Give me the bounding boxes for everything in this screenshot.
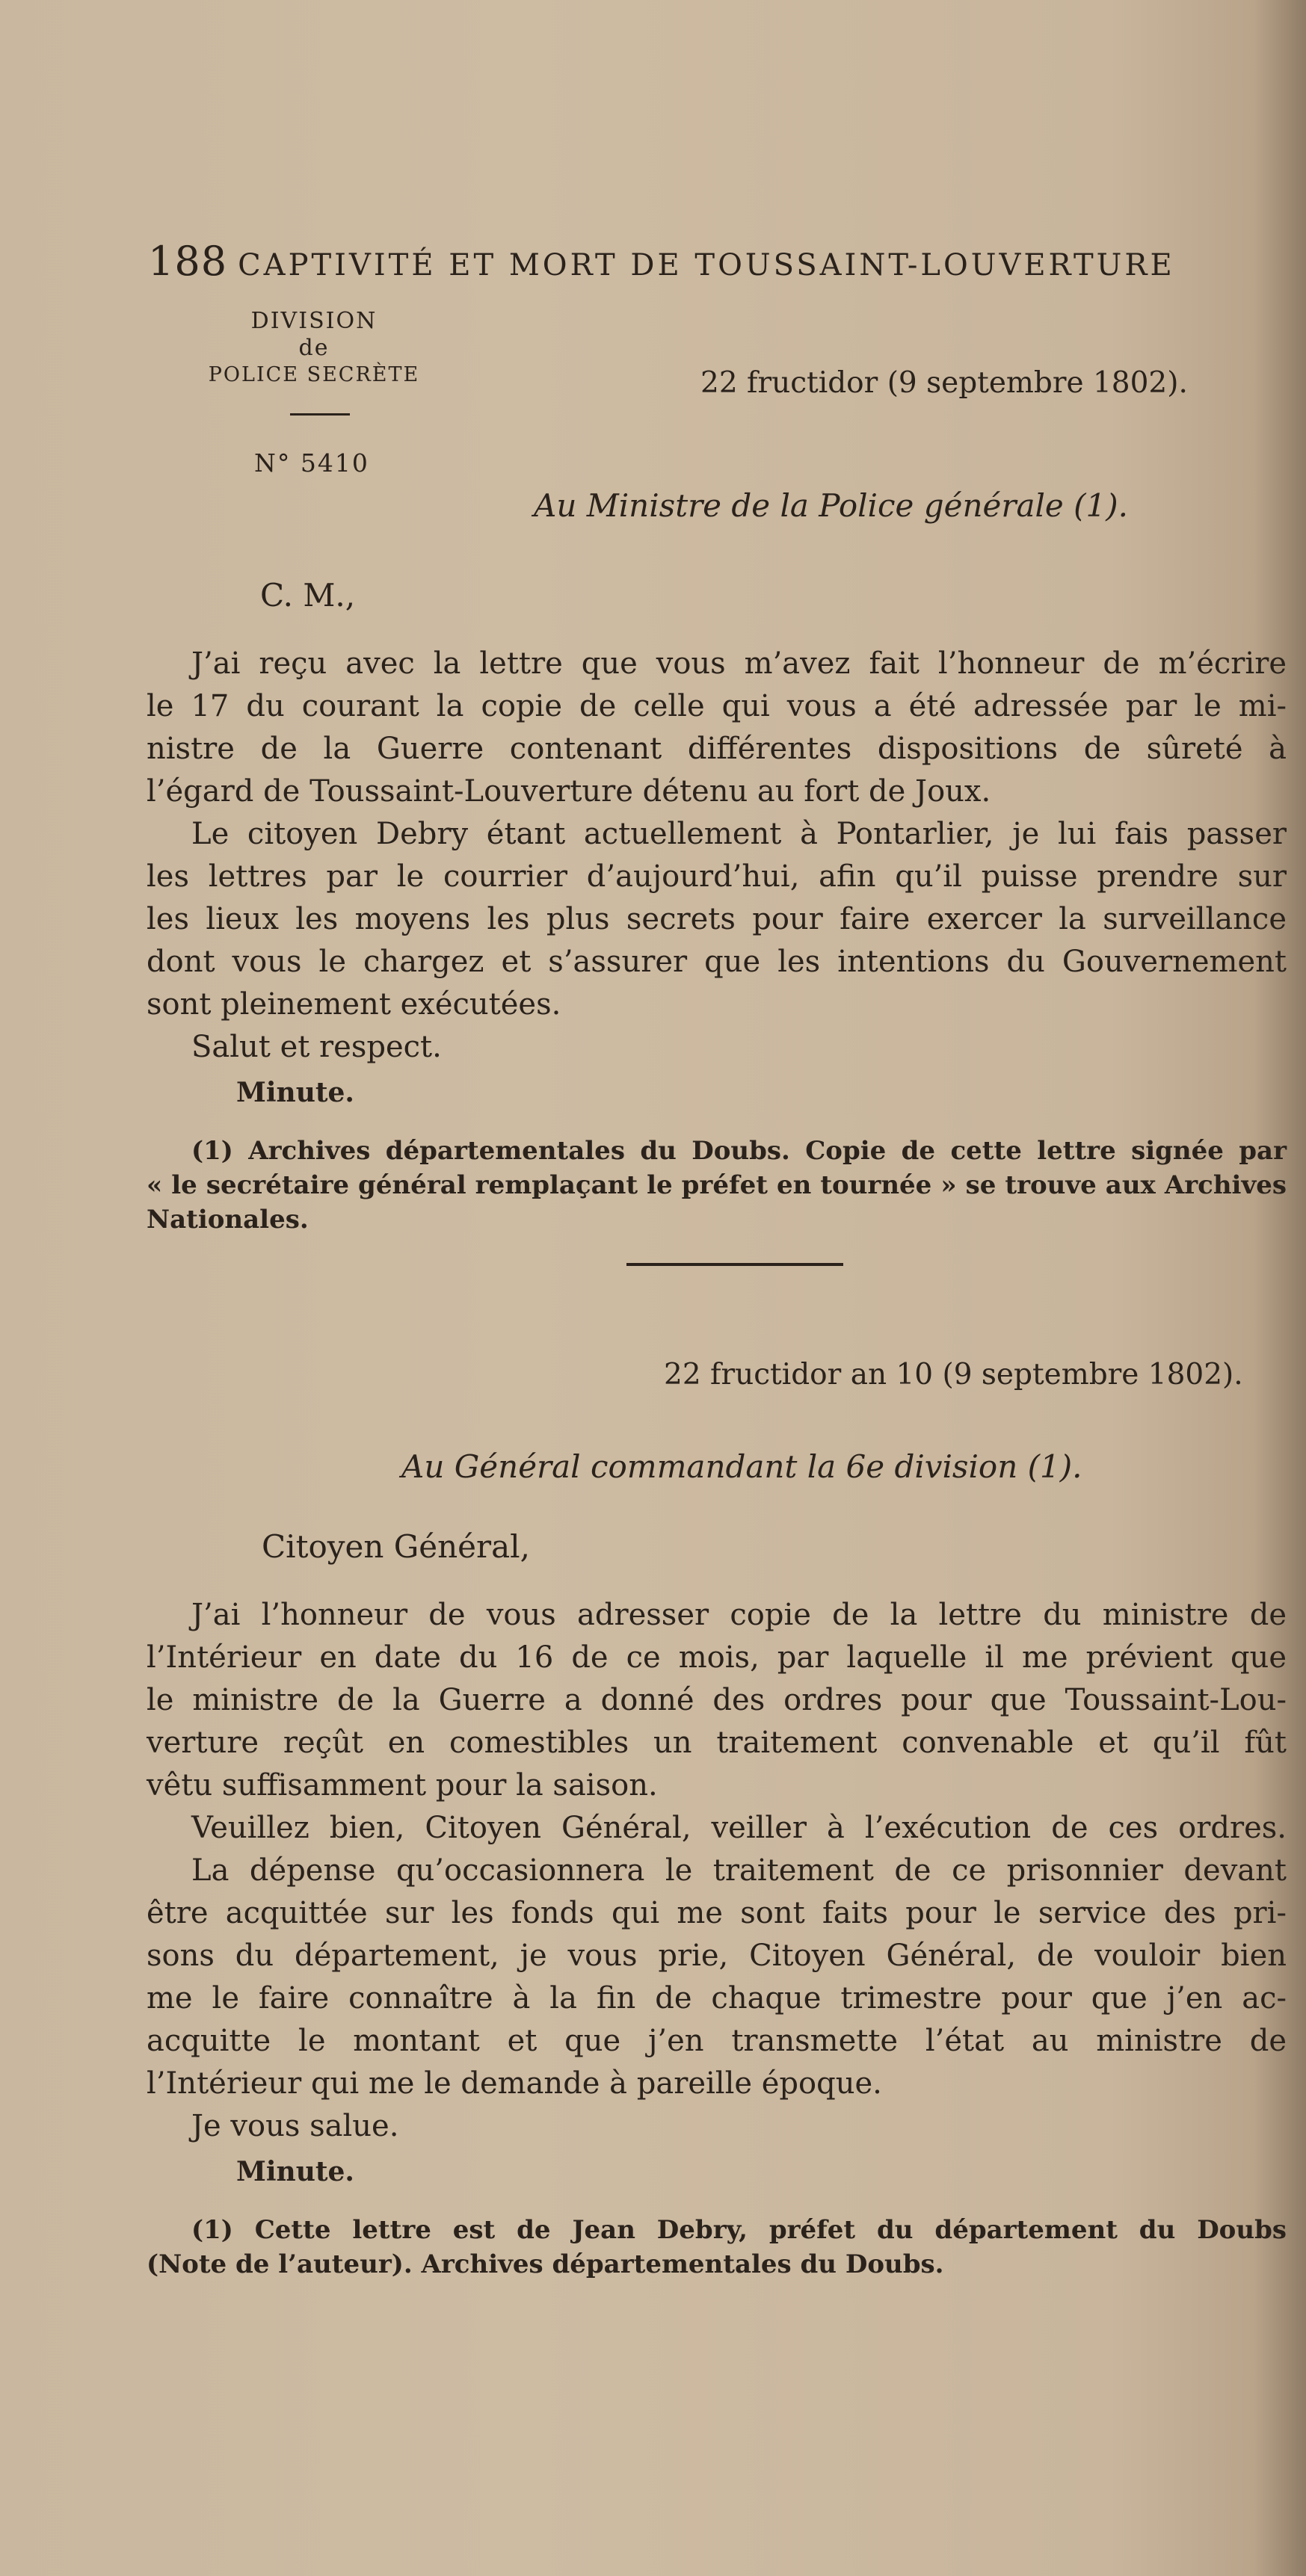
letter2-body: [147, 1594, 1287, 2282]
letter1-line: dont vous le chargez et s’assurer que les intentions du Gouvernement: [147, 945, 1287, 979]
letter1-date: 22 fructidor (9 septembre 1802).: [700, 366, 1188, 400]
letter2-line: J’ai l’honneur de vous adresser copie de la lettre du ministre de: [191, 1598, 1287, 1632]
letter1-line: les lieux les moyens les plus secrets pour faire exercer la surveillance: [147, 902, 1287, 936]
letter1-footnote-line: Nationales.: [147, 1205, 309, 1235]
letter1-salutation: C. M.,: [260, 577, 356, 614]
letter2-salutation: Citoyen Général,: [262, 1528, 530, 1565]
section-divider: [626, 1263, 843, 1266]
letter1-line: nistre de la Guerre contenant différentes dispositions de sûreté à: [147, 732, 1287, 766]
letter1-line: J’ai reçu avec la lettre que vous m’avez fait l’honneur de m’écrire: [191, 646, 1287, 681]
letter1-footnote-line: (1) Archives départementales du Doubs. Copie de cette lettre signée par: [191, 1136, 1287, 1166]
page-number: 188: [148, 238, 228, 285]
letter2-date: 22 fructidor an 10 (9 septembre 1802).: [664, 1358, 1243, 1392]
letter2-line: acquitte le montant et que j’en transmette l’état au ministre de: [147, 2024, 1287, 2058]
division-line-2: de: [298, 335, 330, 361]
letter1-line: Salut et respect.: [191, 1030, 442, 1064]
letter2-line: La dépense qu’occasionnera le traitement de ce prisonnier devant: [191, 1853, 1287, 1888]
letter1-number: N° 5410: [254, 448, 369, 478]
letter1-line: Le citoyen Debry étant actuellement à Pontarlier, je lui fais passer: [191, 817, 1287, 851]
short-divider: [290, 413, 350, 416]
letter2-addressee: Au Général commandant la 6e division (1).: [401, 1448, 1082, 1485]
division-line-1: DIVISION: [250, 308, 378, 334]
running-header: [148, 238, 1175, 285]
letter2-line: sons du département, je vous prie, Citoyen Général, de vouloir bien: [147, 1939, 1287, 1973]
running-title: CAPTIVITÉ ET MORT DE TOUSSAINT-LOUVERTURE: [238, 248, 1175, 282]
letter2-line: Veuillez bien, Citoyen Général, veiller à l’exécution de ces ordres.: [191, 1811, 1287, 1845]
letter2-footnote-line: (Note de l’auteur). Archives départementales du Doubs.: [147, 2249, 944, 2279]
letter2-line: verture reçût en comestibles un traitement convenable et qu’il fût: [147, 1726, 1287, 1760]
letter2-line: vêtu suffisamment pour la saison.: [147, 1768, 658, 1803]
letter1-footnote-line: « le secrétaire général remplaçant le préfet en tournée » se trouve aux Archives: [147, 1170, 1287, 1200]
letter1-line: sont pleinement exécutées.: [147, 987, 561, 1022]
letter2-line: me le faire connaître à la fin de chaque trimestre pour que j’en ac-: [147, 1981, 1287, 2016]
letter2-line: le ministre de la Guerre a donné des ordres pour que Toussaint-Lou-: [147, 1683, 1287, 1717]
letter2-line: Je vous salue.: [191, 2109, 399, 2143]
letter2-footnote-line: (1) Cette lettre est de Jean Debry, préfet du département du Doubs: [191, 2215, 1287, 2245]
letter2-line: l’Intérieur qui me le demande à pareille époque.: [147, 2066, 882, 2101]
letter1-body: [147, 643, 1287, 1237]
letter2-line: l’Intérieur en date du 16 de ce mois, par laquelle il me prévient que: [147, 1640, 1287, 1675]
letter1-line: l’égard de Toussaint-Louverture détenu au fort de Joux.: [147, 774, 991, 809]
division-line-3: POLICE SECRÈTE: [208, 363, 420, 386]
letter1-line: les lettres par le courrier d’aujourd’hui, afin qu’il puisse prendre sur: [147, 859, 1287, 894]
letter1-minute: Minute.: [236, 1077, 354, 1108]
letter1-line: le 17 du courant la copie de celle qui vous a été adressée par le mi-: [147, 689, 1287, 723]
division-heading: [187, 308, 441, 389]
letter2-line: être acquittée sur les fonds qui me sont faits pour le service des pri-: [147, 1896, 1287, 1930]
letter2-minute: Minute.: [236, 2156, 354, 2187]
letter1-addressee: Au Ministre de la Police générale (1).: [534, 487, 1128, 524]
